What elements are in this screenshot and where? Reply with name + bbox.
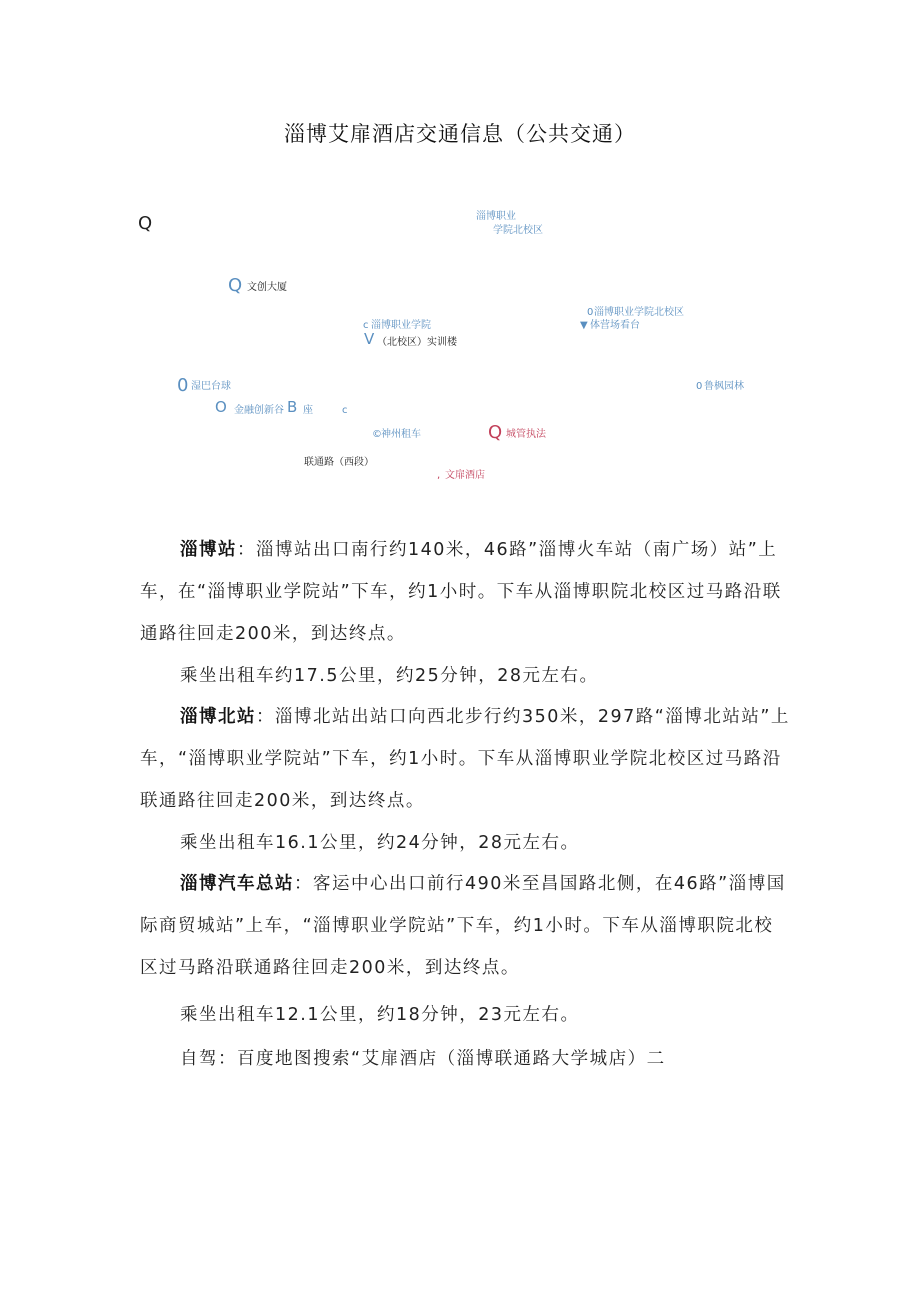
map-label-billiards: 湿巴台球: [191, 381, 231, 392]
map-pin-icon: ©: [372, 429, 382, 440]
map-pin-icon: Q: [488, 422, 503, 443]
section-body: 淄博站出口南行约140米，46路”淄博火车站（南广场）站”上车，在“淄博职业学院站”下车，约1小时。下车从淄博职院北校区过马路沿联通路往回走200米，到达终点。: [140, 540, 782, 644]
map-label-zibo-zhiye-top: 淄博职业: [476, 211, 516, 222]
map-label-shenzhou: 神州租车: [381, 429, 421, 440]
page-title: 淄博艾扉酒店交通信息（公共交通）: [284, 122, 636, 146]
map-pin-icon: ,: [437, 470, 441, 481]
map-label-hotel: 文扉酒店: [445, 470, 485, 481]
map-label-training: （北校区）实训楼: [377, 337, 457, 348]
map-label-zhiye: 淄博职业学院: [371, 320, 431, 331]
map-corner-marker-icon: Q: [138, 213, 153, 234]
map-pin-icon: c: [363, 320, 369, 331]
map-label-liantong-road: 联通路（西段）: [304, 457, 374, 468]
section-separator: ：: [294, 874, 313, 894]
section-separator: ：: [237, 540, 256, 560]
map-pin-icon: V: [364, 330, 375, 348]
section-body: 客运中心出口前行490米至昌国路北侧，在46路”淄博国际商贸城站”上车，“淄博职业学院站”下车，约1小时。下车从淄博职院北校区过马路沿联通路往回走200米，到达终点。: [140, 874, 786, 978]
section-zibo-bus-terminal: [140, 863, 790, 989]
map-label-finance-b: B: [287, 398, 298, 416]
map-label-stadium: 体营场看台: [590, 320, 640, 331]
map-label-finance-c: c: [342, 405, 348, 416]
map-label-finance: 金融创新谷: [234, 405, 284, 416]
taxi-zibo-bus-terminal: 乘坐出租车12.1公里，约18分钟，23元左右。: [180, 1005, 580, 1025]
section-heading: 淄博北站: [180, 707, 256, 727]
taxi-zibo-north-station: 乘坐出租车16.1公里，约24分钟，28元左右。: [180, 833, 580, 853]
map-label-zibo-zhiye-top-line2: 学院北校区: [493, 225, 543, 236]
map-pin-icon: 0: [177, 375, 189, 396]
map-pin-icon: Q: [228, 275, 243, 296]
map-image: [0, 200, 920, 500]
section-separator: ：: [256, 707, 275, 727]
map-pin-icon: O: [215, 398, 227, 416]
map-label-north-campus: 淄博职业学院北校区: [594, 307, 684, 318]
map-pin-icon: 0: [587, 307, 594, 318]
section-body: 淄博北站出站口向西北步行约350米，297路“淄博北站站”上车，“淄博职业学院站”下车，约1小时。下车从淄博职业学院北校区过马路沿联通路往回走200米，到达终点。: [140, 707, 790, 811]
map-label-wenchuang: 文创大厦: [247, 282, 287, 293]
self-drive-info: 自驾：百度地图搜索“艾扉酒店（淄博联通路大学城店）二: [180, 1049, 666, 1069]
map-label-chengguan: 城管执法: [506, 429, 546, 440]
section-heading: 淄博汽车总站: [180, 874, 294, 894]
map-pin-icon: 0: [696, 381, 703, 392]
map-label-lufeng: 鲁枫园林: [704, 381, 744, 392]
section-zibo-station: [140, 529, 790, 655]
map-pin-icon: ▼: [580, 320, 588, 331]
section-zibo-north-station: [140, 696, 790, 822]
section-heading: 淄博站: [180, 540, 237, 560]
taxi-zibo-station: 乘坐出租车约17.5公里，约25分钟，28元左右。: [180, 666, 599, 686]
map-label-finance-seat: 座: [303, 405, 313, 416]
